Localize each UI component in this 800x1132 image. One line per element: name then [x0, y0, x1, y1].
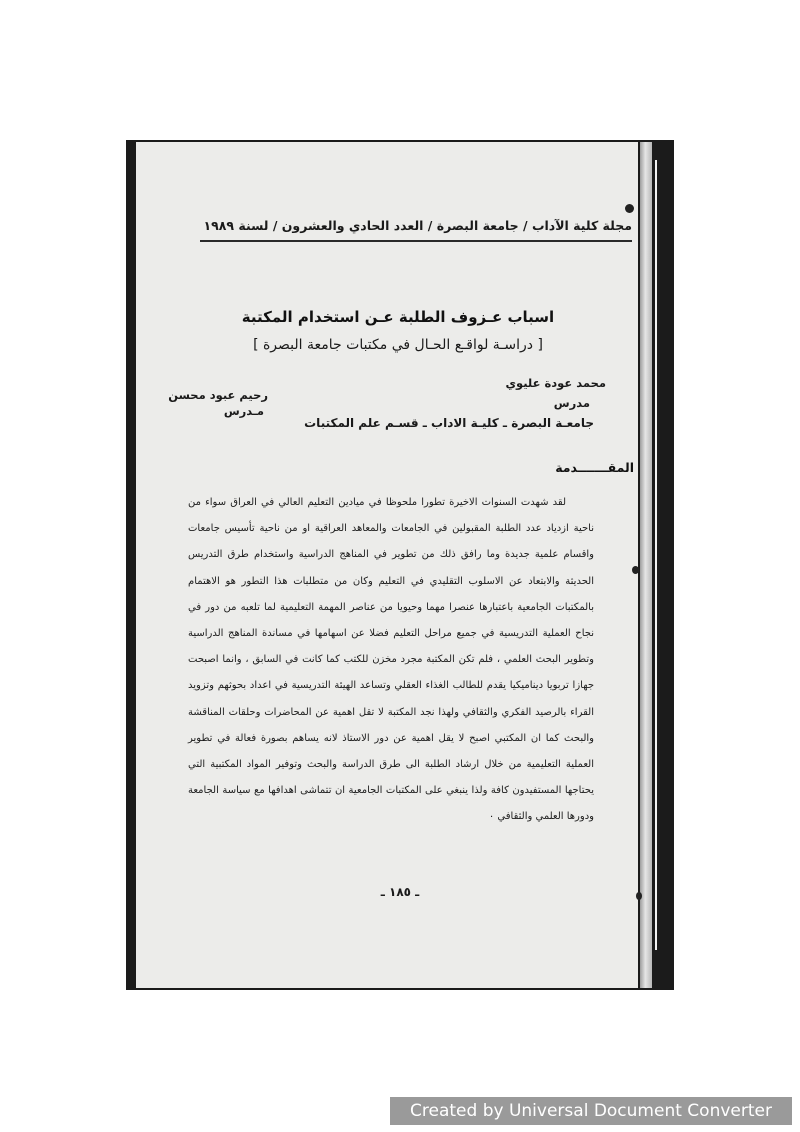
article-title: اسباب عـزوف الطلبة عـن استخدام المكتبة: [241, 308, 555, 326]
section-heading-introduction: المقـــــــدمة: [555, 460, 634, 475]
converter-watermark: Created by Universal Document Converter: [390, 1097, 792, 1125]
page-edge-strip: [640, 142, 652, 988]
scan-speck: [632, 566, 639, 574]
author-1-name: محمد عودة عليوي: [505, 376, 606, 390]
author-1-role: مدرس: [553, 396, 590, 410]
author-2-role: مـدرس: [223, 404, 264, 418]
page-edge-highlight: [655, 160, 657, 950]
page-number: ـ ١٨٥ ـ: [380, 885, 420, 899]
article-subtitle: [ دراسـة لواقـع الحـال في مكتبات جامعة البصرة ]: [253, 337, 543, 353]
journal-header: مجلة كلية الآداب / جامعة البصرة / العدد الحادي والعشرون / لسنة ١٩٨٩: [203, 218, 632, 233]
scan-speck: [625, 204, 634, 213]
body-text: [188, 490, 594, 831]
body-paragraph: لقد شهدت السنوات الاخيرة تطورا ملحوظا في ميادين التعليم العالي في العراق سواء من ناحية ازدياد عدد الطلبة المقبولين في الجامعات والمعاهد العراقية او من ناحية تأسيس جامعات واقسام علمية جديدة وما رافق ذلك من تطوير في المناهج الدراسية واستخدام طرق التدريس الحديثة والابتعاد عن الاسلوب التقليدي في التعليم وكان من متطلبات هذا التطور هو الاهتمام بالمكتبات الجامعية باعتبارها عنصرا مهما وحيويا من عناصر المهمة التعليمية لما تلعبه من دور في نجاح العملية التدريسية في جميع مراحل التعليم فضلا عن اسهامها في مساندة المناهج الدراسية وتطوير البحث العلمي ، فلم تكن المكتبة مجرد مخزن للكتب كما كانت في السابق ، وانما اصبحت جهازا تربويا ديناميكيا يقدم للطالب الغذاء العقلي وتساعد الهيئة التدريسية في اعداد بحوثهم وتزويد القراء بالرصيد الفكري والثقافي ولهذا نجد المكتبة لا تقل اهمية عن المحاضرات وحلقات المناقشة والبحث كما ان المكتبي اصبح لا يقل اهمية عن دور الاستاذ لانه يساهم بصورة فعالة في تطوير العملية التعليمية من خلال ارشاد الطلبة الى طرق الدراسة والبحث وتوفير المواد المكتبية التي يحتاجها المستفيدون كافة ولذا ينبغي على المكتبات الجامعية ان تتماشى اهدافها مع سياسة الجامعة ودورها العلمي والثقافي ٠: [188, 497, 594, 823]
header-rule: [200, 240, 632, 242]
author-2-name: رحيم عبود محسن: [168, 388, 268, 402]
scan-speck: [636, 892, 642, 900]
affiliation: جامعـة البصرة ـ كليـة الاداب ـ قسـم علم المكتبات: [304, 416, 594, 430]
